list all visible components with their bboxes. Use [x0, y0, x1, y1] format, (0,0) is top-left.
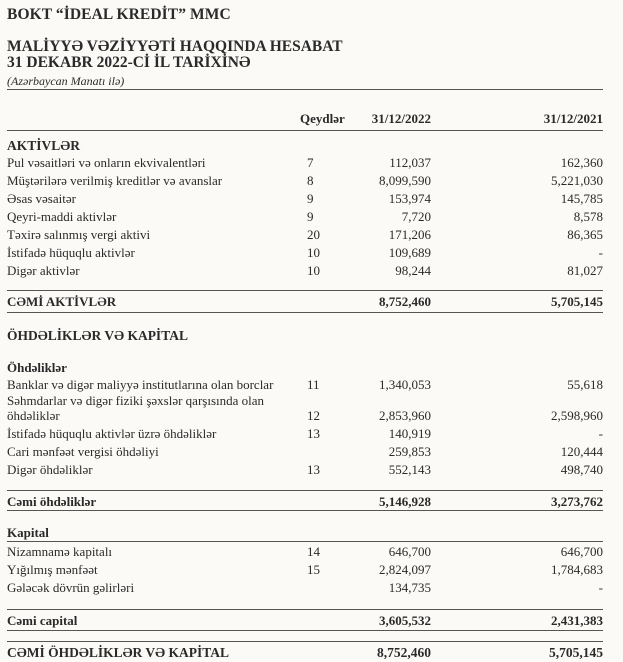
- total-liabilities-row: Cəmi öhdəliklər 5,146,928 3,273,762: [7, 494, 603, 509]
- currency-note: (Azərbaycan Manatı ilə): [7, 74, 125, 88]
- total-equity-row: Cəmi capital 3,605,532 2,431,383: [7, 613, 603, 628]
- report-title-line-1: MALİYYƏ VƏZİYYƏTİ HAQQINDA HESABAT: [7, 38, 343, 55]
- assets-heading: AKTİVLƏR: [7, 138, 80, 153]
- divider: [7, 541, 603, 542]
- table-row: Əsas vəsaitər 9 153,974 145,785: [7, 191, 603, 206]
- table-row: Qeyri-maddi aktivlər 9 7,720 8,578: [7, 209, 603, 224]
- report-title-line-2: 31 DEKABR 2022-Cİ İL TARİXİNƏ: [7, 54, 251, 71]
- table-row: Nizamnamə kapitalı 14 646,700 646,700: [7, 544, 603, 559]
- column-header-prior: 31/12/2021: [543, 111, 603, 126]
- table-row: Cari mənfəət vergisi öhdəliyi 259,853 120,444: [7, 444, 603, 459]
- liabilities-equity-heading: ÖHDƏLİKLƏR VƏ KAPİTAL: [7, 328, 188, 343]
- column-header-current: 31/12/2022: [371, 111, 431, 126]
- table-row: Digər aktivlər 10 98,244 81,027: [7, 263, 603, 278]
- divider: [7, 290, 603, 291]
- table-row: Banklar və digər maliyyə institutlarına olan borclar 11 1,340,053 55,618: [7, 377, 603, 392]
- total-assets-row: CƏMİ AKTİVLƏR 8,752,460 5,705,145: [7, 294, 603, 309]
- divider: [7, 312, 603, 313]
- divider: [7, 630, 603, 631]
- equity-heading: Kapital: [7, 525, 49, 540]
- divider: [7, 510, 603, 511]
- column-header-notes: Qeydlər: [300, 111, 345, 126]
- column-header-row: [7, 110, 603, 128]
- divider: [7, 641, 603, 642]
- divider: [7, 130, 603, 131]
- company-name: BOKT “İDEAL KREDİT” MMC: [7, 6, 231, 23]
- table-row: İstifadə hüquqlu aktivlər 10 109,689 -: [7, 245, 603, 260]
- table-row: Pul vəsaitləri və onların ekvivalentləri 7 112,037 162,360: [7, 155, 603, 170]
- divider: [7, 609, 603, 610]
- grand-total-row: CƏMİ ÖHDƏLİKLƏR VƏ KAPİTAL 8,752,460 5,705,145: [7, 645, 603, 660]
- report-title: [7, 39, 343, 71]
- table-row: Təxirə salınmış vergi aktivi 20 171,206 86,365: [7, 227, 603, 242]
- liabilities-heading: Öhdəliklər: [7, 360, 67, 375]
- table-row: Gələcək dövrün gəlirləri 134,735 -: [7, 580, 603, 595]
- table-row: İstifadə hüquqlu aktivlər üzrə öhdəliklər 13 140,919 -: [7, 426, 603, 441]
- table-row: Digər öhdəliklər 13 552,143 498,740: [7, 462, 603, 477]
- table-row: Yığılmış mənfəət 15 2,824,097 1,784,683: [7, 562, 603, 577]
- divider: [7, 490, 603, 491]
- table-row: Müştərilərə verilmiş kreditlər və avanslar 8 8,099,590 5,221,030: [7, 173, 603, 188]
- table-row: Səhmdarlar və digər fiziki şəxslər qarşısında olan öhdəliklər 12 2,853,960 2,598,960: [7, 393, 603, 423]
- divider: [7, 89, 603, 90]
